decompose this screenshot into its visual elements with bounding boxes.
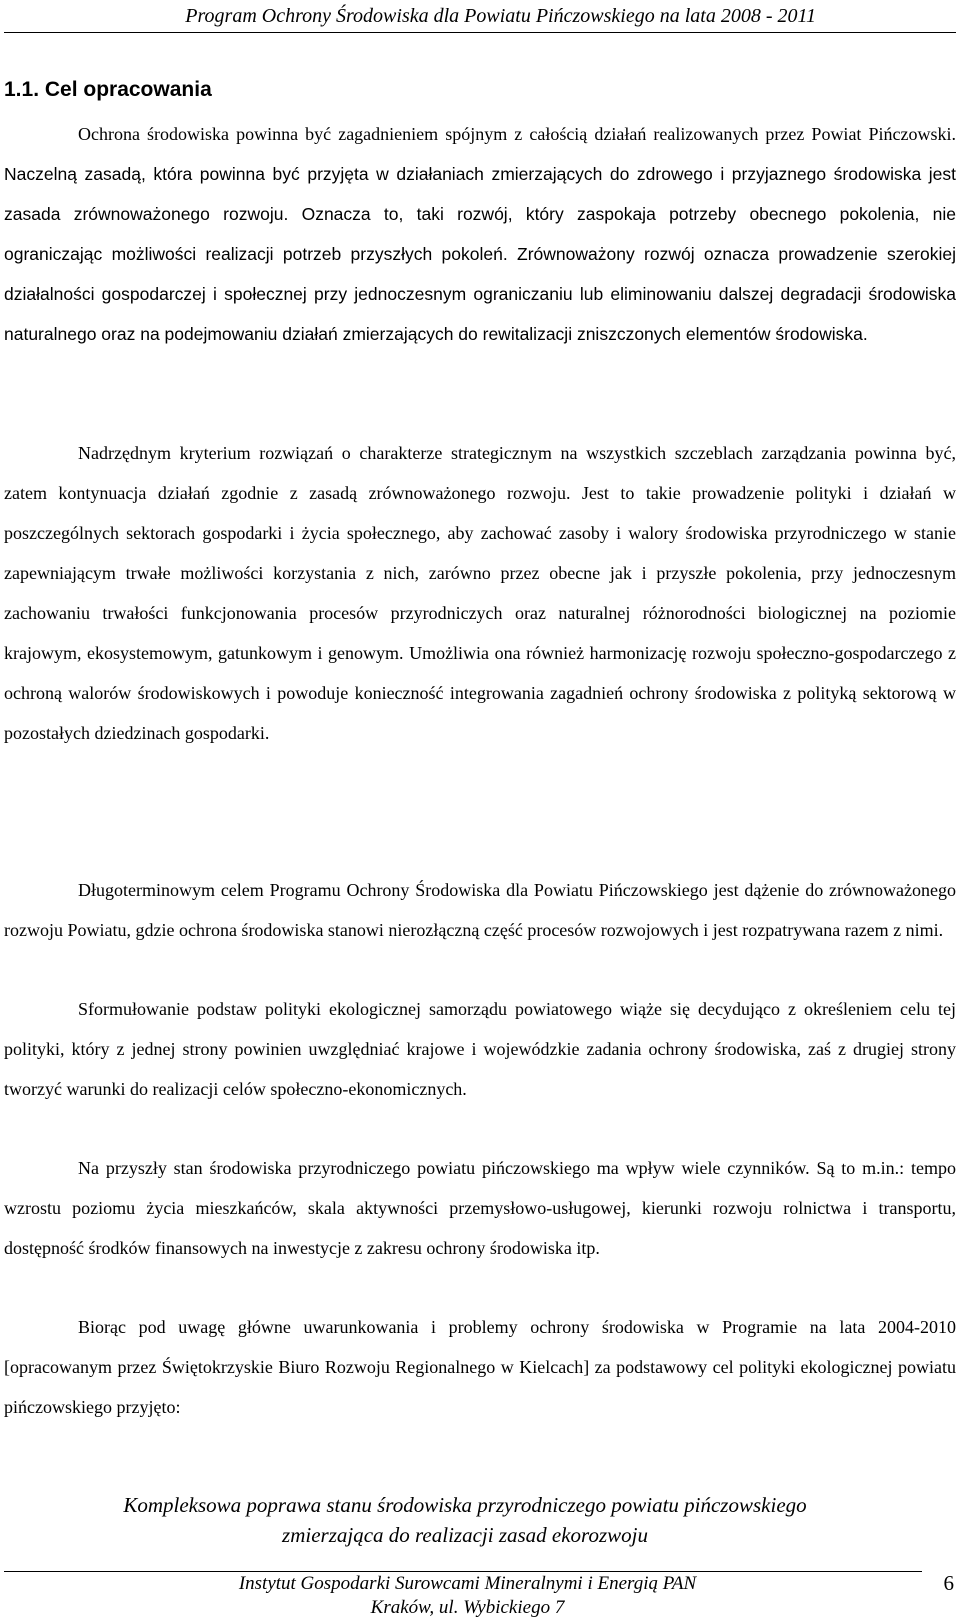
page-number: 6	[943, 1571, 954, 1595]
page-header	[0, 2, 960, 30]
footer-institute: Instytut Gospodarki Surowcami Mineralnymi i Energią PAN	[238, 1573, 697, 1594]
header-divider	[4, 32, 956, 33]
page-footer	[0, 1572, 935, 1620]
section-heading: 1.1. Cel opracowania	[4, 78, 212, 101]
header-title: Program Ochrony Środowiska dla Powiatu Pińczowskiego na lata 2008 - 2011	[185, 5, 816, 27]
footer-address: Kraków, ul. Wybickiego 7	[370, 1597, 565, 1618]
paragraph-1-intro: Ochrona środowiska powinna być zagadnieniem spójnym z całością działań realizowanych przez Powiat Pińczowski.	[78, 124, 956, 144]
paragraph-3: Długoterminowym celem Programu Ochrony Środowiska dla Powiatu Pińczowskiego jest dążenie do zrównoważonego rozwoju Powiatu, gdzie ochrona środowiska stanowi nierozłączną część procesów rozwojowych i jest rozpatrywana razem z nimi.	[4, 880, 956, 940]
paragraph-1	[4, 114, 956, 354]
policy-goal-line-1: Kompleksowa poprawa stanu środowiska przyrodniczego powiatu pińczowskiego	[123, 1493, 807, 1517]
policy-goal-statement	[0, 1490, 930, 1550]
paragraph-1-body: Naczelną zasadą, która powinna być przyjęta w działaniach zmierzających do zdrowego i przyjaznego środowiska jest zasada zrównoważonego rozwoju. Oznacza to, taki rozwój, który zaspokaja potrzeby obecnego pokolenia, nie ograniczając możliwości realizacji potrzeb przyszłych pokoleń. Zrównoważony rozwój oznacza prowadzenie szerokiej działalności gospodarczej i społecznej przy jednoczesnym ograniczaniu lub eliminowaniu dalszej degradacji środowiska naturalnego oraz na podejmowaniu działań zmierzających do rewitalizacji zniszczonych elementów środowiska.	[4, 164, 956, 344]
paragraph-4: Sformułowanie podstaw polityki ekologicznej samorządu powiatowego wiąże się decydująco z określeniem celu tej polityki, który z jednej strony powinien uwzględniać krajowe i wojewódzkie zadania ochrony środowiska, zaś z drugiej strony tworzyć warunki do realizacji celów społeczno-ekonomicznych.	[4, 999, 956, 1099]
paragraph-5: Na przyszły stan środowiska przyrodniczego powiatu pińczowskiego ma wpływ wiele czynników. Są to m.in.: tempo wzrostu poziomu życia mieszkańców, skala aktywności przemysłowo-usługowej, kierunki rozwoju rolnictwa i transportu, dostępność środków finansowych na inwestycje z zakresu ochrony środowiska itp.	[4, 1158, 956, 1258]
paragraph-2: Nadrzędnym kryterium rozwiązań o charakterze strategicznym na wszystkich szczeblach zarządzania powinna być, zatem kontynuacja działań zgodnie z zasadą zrównoważonego rozwoju. Jest to takie prowadzenie polityki i działań w poszczególnych sektorach gospodarki i życia społecznego, aby zachować zasoby i walory środowiska przyrodniczego w stanie zapewniającym trwałe możliwości korzystania z nich, zarówno przez obecne jak i przyszłe pokolenia, przy jednoczesnym zachowaniu trwałości funkcjonowania procesów przyrodniczych oraz naturalnej różnorodności biologicznej na poziomie krajowym, ekosystemowym, gatunkowym i genowym. Umożliwia ona również harmonizację rozwoju społeczno-gospodarczego z ochroną walorów środowiskowych i powoduje konieczność integrowania zagadnień ochrony środowiska z polityką sektorową w pozostałych dziedzinach gospodarki.	[4, 443, 956, 743]
paragraph-6: Biorąc pod uwagę główne uwarunkowania i problemy ochrony środowiska w Programie na lata 2004-2010 [opracowanym przez Świętokrzyskie Biuro Rozwoju Regionalnego w Kielcach] za podstawowy cel polityki ekologicznej powiatu pińczowskiego przyjęto:	[4, 1317, 956, 1417]
policy-goal-line-2: zmierzająca do realizacji zasad ekorozwoju	[282, 1523, 648, 1547]
